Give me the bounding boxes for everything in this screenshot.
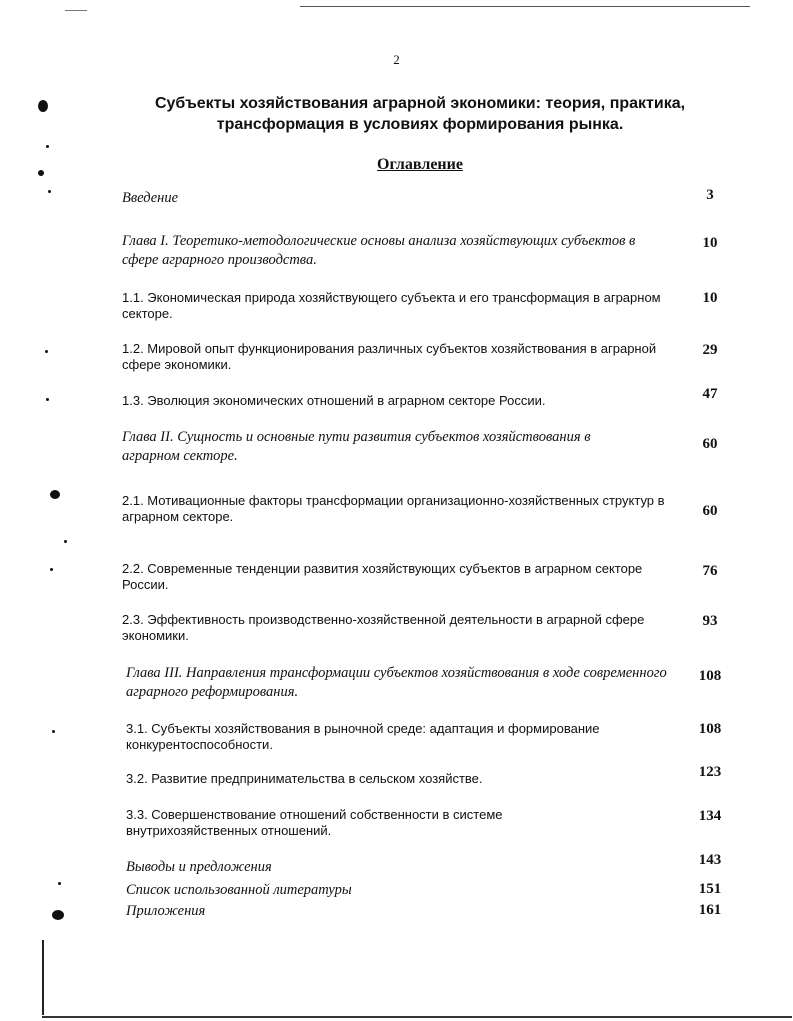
toc-entry-3-3: 3.3. Совершенствование отношений собственности в системе внутрихозяйственных отношений. [126, 807, 503, 838]
scan-line-top-small [65, 10, 87, 11]
toc-entry-2-3: 2.3. Эффективность производственно-хозяйственной деятельности в аграрной сфере экономики. [122, 612, 645, 643]
scan-line-left [42, 940, 44, 1015]
scan-speck [64, 540, 67, 543]
toc-heading: Оглавление [377, 156, 463, 173]
scan-speck [46, 145, 49, 148]
scan-speck [58, 882, 61, 885]
toc-page-number: 76 [702, 563, 718, 579]
toc-page-number: 29 [702, 342, 718, 358]
toc-entry-conclusions: Выводы и предложения [126, 859, 272, 875]
toc-entry-3-1: 3.1. Субъекты хозяйствования в рыночной среде: адаптация и формирование конкурентоспособности. [126, 721, 600, 752]
toc-page-number: 60 [702, 436, 718, 452]
toc-entry-introduction: Введение [122, 190, 179, 206]
toc-page-number: 10 [702, 235, 718, 251]
toc-entry-chapter-1: Глава I. Теоретико-методологические основы анализа хозяйствующих субъектов в сфере аграрного производства. [122, 233, 636, 268]
toc-entry-chapter-3: Глава III. Направления трансформации субъектов хозяйствования в ходе современного аграрного реформирования. [126, 665, 667, 700]
toc-page-number: 108 [698, 668, 722, 684]
scan-speck [52, 910, 64, 920]
toc-entry-appendices: Приложения [126, 903, 206, 919]
toc-page-number: 3 [706, 187, 714, 203]
toc-page-number: 10 [702, 290, 718, 306]
scan-speck [48, 190, 51, 193]
toc-entry-2-2: 2.2. Современные тенденции развития хозяйствующих субъектов в аграрном секторе России. [122, 561, 643, 592]
toc-entry-1-2: 1.2. Мировой опыт функционирования различных субъектов хозяйствования в аграрной сфере экономики. [122, 341, 657, 372]
toc-page-number: 93 [702, 613, 718, 629]
toc-entry-1-1: 1.1. Экономическая природа хозяйствующего субъекта и его трансформация в аграрном секторе. [122, 290, 661, 321]
scan-line-bottom [42, 1016, 792, 1018]
toc-page-number: 151 [698, 881, 722, 897]
toc-page-number: 134 [698, 808, 722, 824]
scan-line-top [300, 6, 750, 7]
scan-speck [46, 398, 49, 401]
page-number: 2 [393, 52, 400, 67]
toc-page-number: 60 [702, 503, 718, 519]
scan-speck [38, 100, 48, 112]
toc-entry-chapter-2: Глава II. Сущность и основные пути развития субъектов хозяйствования в аграрном секторе. [122, 429, 591, 464]
scan-speck [52, 730, 55, 733]
toc-entry-2-1: 2.1. Мотивационные факторы трансформации организационно-хозяйственных структур в аграрном секторе. [122, 493, 665, 524]
toc-page-number: 108 [698, 721, 722, 737]
scan-speck [45, 350, 48, 353]
toc-entry-1-3: 1.3. Эволюция экономических отношений в аграрном секторе России. [122, 393, 546, 408]
toc-entry-3-2: 3.2. Развитие предпринимательства в сельском хозяйстве. [126, 771, 483, 786]
scan-speck [50, 490, 60, 499]
toc-entry-bibliography: Список использованной литературы [126, 882, 352, 898]
toc-page-number: 123 [698, 764, 722, 780]
toc-page-number: 143 [698, 852, 722, 868]
toc-page-number: 47 [702, 386, 718, 402]
toc-page-number: 161 [698, 902, 722, 918]
document-title: Субъекты хозяйствования аграрной экономики: теория, практика, трансформация в условиях формирования рынка. [154, 95, 686, 133]
scan-speck [50, 568, 53, 571]
